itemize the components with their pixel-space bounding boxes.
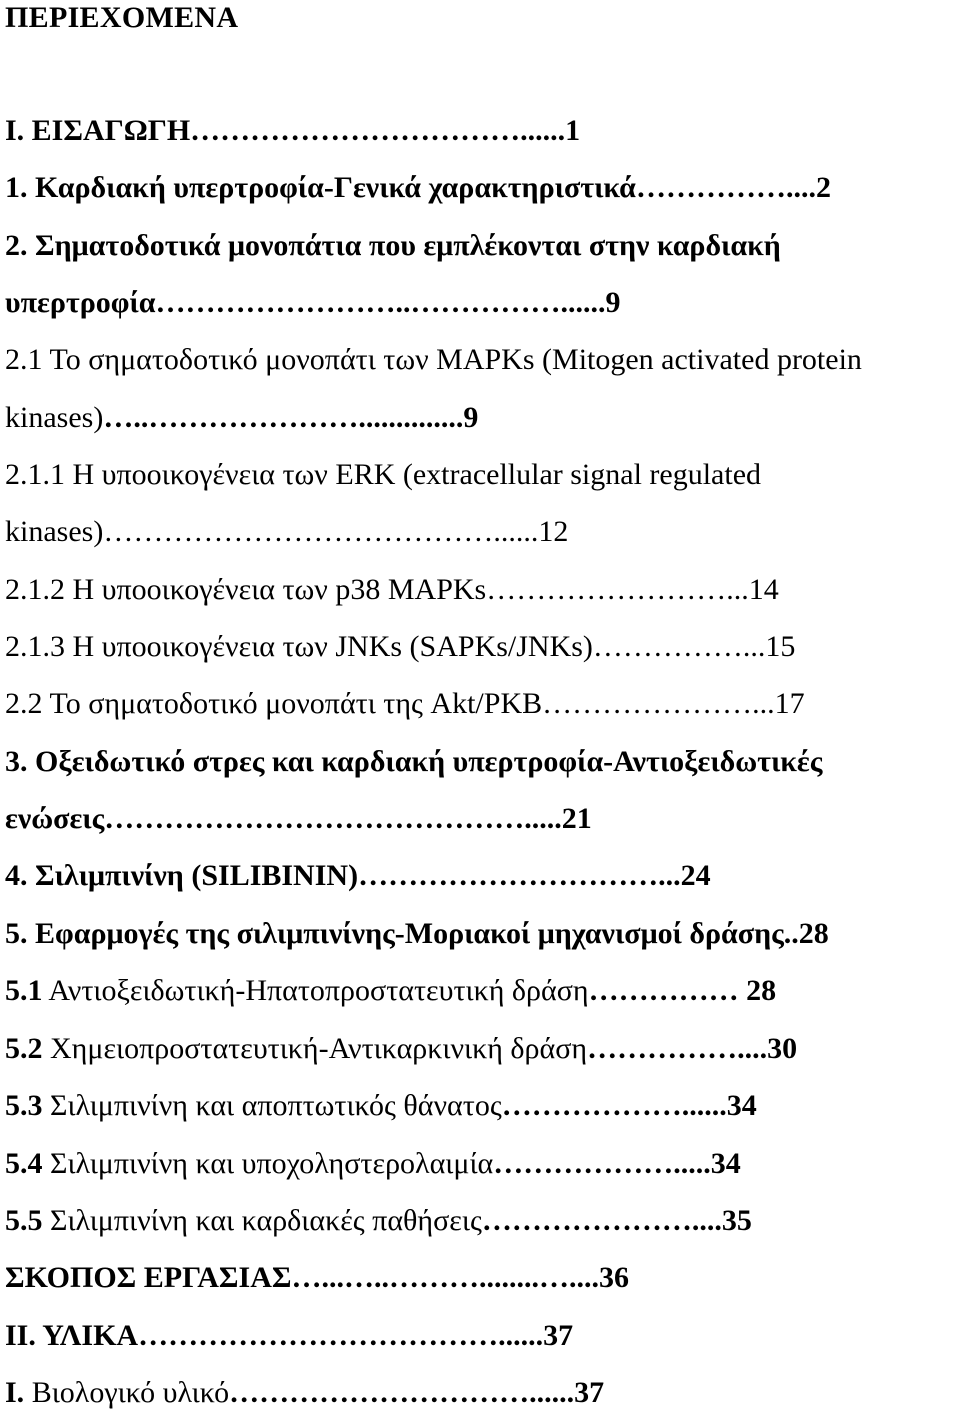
toc-entry-title: kinases) [5,515,104,548]
toc-entry[interactable] [5,342,862,378]
toc-entry-page: …………………………...24 [358,859,711,892]
toc-entry-page: ……………………..……………......9 [155,286,621,319]
toc-entry[interactable] [5,228,781,264]
toc-entry-number: Ι. ΕΙΣΑΓΩΓΗ [5,114,191,147]
toc-entry[interactable] [5,686,805,722]
toc-entry[interactable] [5,801,592,837]
toc-entry-number: ενώσεις [5,802,105,835]
toc-entry-page: ……………….....34 [493,1147,741,1180]
toc-entry-title: Σιλιμπινίνη και υποχοληστερολαιμία [42,1147,494,1180]
toc-entry-number: 5.3 [5,1089,43,1122]
toc-entry-title: Αντιοξειδωτική-Ηπατοπροστατευτική δράση [42,974,589,1007]
toc-entry-title: Σιλιμπινίνη και καρδιακές παθήσεις [42,1204,482,1237]
toc-entry-page: ……………………...14 [486,573,779,606]
toc-entry-number: 1. Καρδιακή υπερτροφία-Γενικά χαρακτηριστικά [5,171,636,204]
toc-entry-number: 5. Εφαρμογές της σιλιμπινίνης-Μοριακοί μηχανισμοί δράσης [5,917,784,950]
page-title: ΠΕΡΙΕΧΟΜΕΝΑ [5,1,239,34]
toc-entry-page: ..28 [783,917,829,950]
toc-entry[interactable] [5,514,568,550]
toc-entry-title: Χημειοπροστατευτική-Αντικαρκινική δράση [42,1032,588,1065]
toc-entry-title: 2.2 Το σηματοδοτικό μονοπάτι της Akt/PKB [5,687,543,720]
toc-entry-title: Βιολογικό υλικό [24,1376,230,1409]
toc-entry[interactable] [5,973,776,1009]
toc-entry-page: ……………....30 [587,1032,798,1065]
toc-entry[interactable] [5,457,761,493]
toc-entry[interactable] [5,1031,797,1067]
toc-entry-page: ……………………………......1 [190,114,581,147]
toc-entry[interactable] [5,1146,741,1182]
toc-entry[interactable] [5,572,779,608]
toc-entry[interactable] [5,1203,752,1239]
toc-entry-page: ………………………………......37 [138,1319,574,1352]
toc-entry[interactable] [5,629,795,665]
toc-entry[interactable] [5,1375,604,1411]
toc-entry[interactable] [5,1260,629,1296]
toc-entry-number: ΣΚΟΠΟΣ ΕΡΓΑΣΙΑΣ [5,1261,292,1294]
toc-entry[interactable] [5,400,478,436]
toc-entry-number: Ι. [5,1376,25,1409]
toc-entry-page: …...…..………........…....36 [291,1261,629,1294]
toc-entry-number: 4. Σιλιμπινίνη (SILIBININ) [5,859,359,892]
toc-entry[interactable] [5,1088,757,1124]
toc-entry-number: υπερτροφία [5,286,156,319]
toc-entry-page: …………………………......37 [229,1376,605,1409]
toc-entry-page: …..…………………..............9 [103,401,479,434]
toc-entry-page: …………………………………….....21 [104,802,592,835]
toc-entry-number: 5.1 [5,974,43,1007]
toc-entry-page: …………………...17 [542,687,805,720]
toc-entry-title: Σιλιμπινίνη και αποπτωτικός θάνατος [42,1089,502,1122]
toc-entry[interactable] [5,858,711,894]
toc-entry-title: kinases) [5,401,104,434]
toc-entry[interactable] [5,170,831,206]
toc-entry[interactable] [5,916,829,952]
toc-entry[interactable] [5,285,621,321]
toc-entry-title: 2.1.1 Η υποοικογένεια των ERK (extracellular signal regulated [5,458,762,491]
toc-entry-page: …………… 28 [588,974,777,1007]
toc-entry[interactable] [5,113,580,149]
toc-entry-page: ……………...15 [592,630,796,663]
toc-entry-page: …………………………………......12 [103,515,569,548]
toc-entry-number: 3. Οξειδωτικό στρες και καρδιακή υπερτροφία-Αντιοξειδωτικές [5,745,823,778]
toc-entry-number: ΙΙ. ΥΛΙΚΑ [5,1319,139,1352]
toc-entry-number: 2. Σηματοδοτικά μονοπάτια που εμπλέκονται στην καρδιακή [5,229,781,262]
toc-entry-title: 2.1 Το σηματοδοτικό μονοπάτι των MAPKs (Mitogen activated protein [5,343,862,376]
toc-entry[interactable] [5,1318,573,1354]
toc-entry-page: …………………....35 [481,1204,752,1237]
toc-entry-title: 2.1.3 Η υποοικογένεια των JNKs (SAPKs/JNKs) [5,630,593,663]
toc-entry-page: ……………....2 [635,171,831,204]
toc-entry-title: 2.1.2 Η υποοικογένεια των p38 MAPKs [5,573,487,606]
toc-entry-number: 5.2 [5,1032,43,1065]
toc-entry-number: 5.4 [5,1147,43,1180]
toc-entry[interactable] [5,744,822,780]
toc-entry-page: ………………......34 [501,1089,757,1122]
toc-entry-number: 5.5 [5,1204,43,1237]
